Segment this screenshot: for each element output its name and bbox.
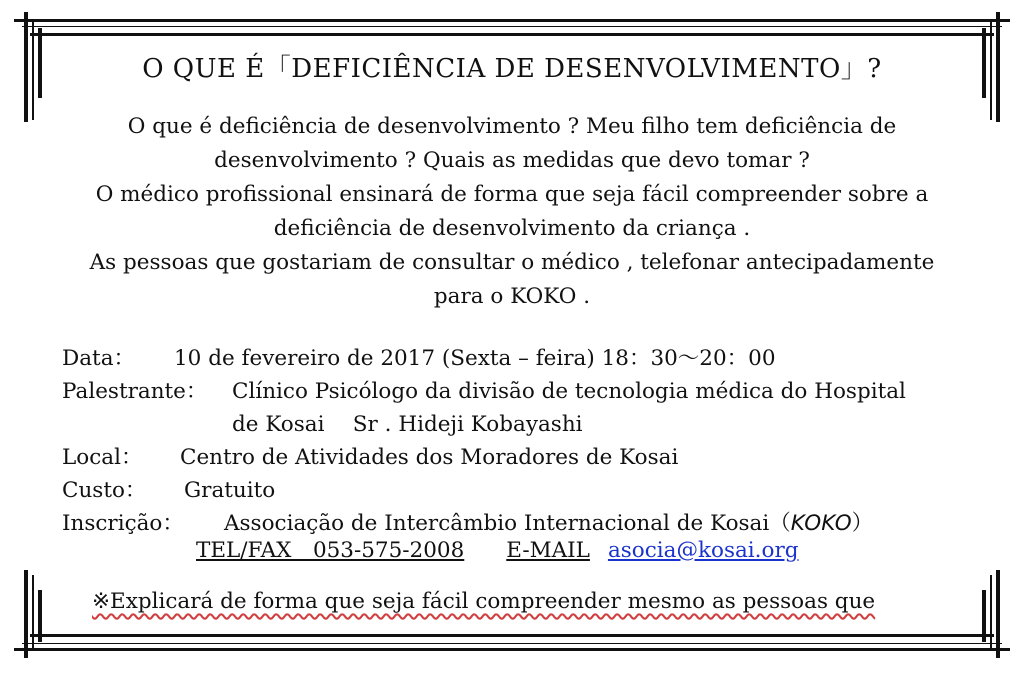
frame-corner-line [32, 575, 34, 650]
frame-corner-line [996, 12, 1000, 122]
intro-line: deficiência de desenvolvimento da criança . [273, 216, 751, 241]
footnote-text: ※Explicará de forma que seja fácil compreender mesmo as pessoas que [92, 589, 876, 614]
registration-label: Inscrição： [62, 511, 184, 536]
frame-corner-line [982, 590, 986, 642]
intro-line: As pessoas que gostariam de consultar o médico , telefonar antecipadamente [89, 250, 935, 275]
frame-top-line [30, 33, 994, 36]
registration-org: Associação de Intercâmbio Internacional de Kosai（ [224, 511, 791, 536]
email-link[interactable]: asocia@kosai.org [607, 538, 799, 563]
location-label: Local： [62, 445, 143, 470]
contact-line [196, 533, 799, 564]
cost-value: Gratuito [184, 478, 276, 503]
frame-bottom-line [22, 643, 1002, 644]
speaker-value: Clínico Psicólogo da divisão de tecnologia médica do Hospital [232, 379, 906, 404]
intro-line: para o KOKO . [433, 284, 591, 309]
frame-corner-line [24, 570, 28, 658]
frame-bottom-line [14, 648, 1010, 651]
registration-koko: KOKO [790, 511, 852, 536]
event-details [62, 342, 992, 540]
telfax-text: TEL/FAX 053-575-2008 [196, 538, 465, 563]
registration-close: ） [851, 511, 874, 536]
frame-corner-line [24, 12, 28, 122]
frame-top-line [22, 26, 1002, 27]
cost-label: Custo： [62, 478, 147, 503]
speaker-row [62, 375, 992, 408]
cost-row [62, 474, 992, 507]
frame-corner-line [38, 590, 42, 642]
intro-line: O que é deficiência de desenvolvimento ? Meu filho tem deficiência de [127, 114, 897, 139]
date-label: Data： [62, 346, 136, 371]
intro-line: O médico profissional ensinará de forma que seja fácil compreender sobre a [95, 182, 929, 207]
frame-bottom-line [30, 634, 994, 637]
speaker-row-continued [62, 408, 992, 441]
document-title: O QUE É「DEFICIÊNCIA DE DESENVOLVIMENTO」? [142, 54, 882, 84]
frame-top-line [14, 19, 1010, 22]
frame-corner-line [990, 20, 992, 120]
location-row [62, 441, 992, 474]
email-label: E-MAIL [506, 538, 590, 563]
frame-corner-line [32, 20, 34, 120]
intro-line: desenvolvimento ? Quais as medidas que devo tomar ? [214, 148, 810, 173]
date-row [62, 342, 992, 375]
speaker-label: Palestrante： [62, 379, 208, 404]
frame-corner-line [996, 570, 1000, 658]
intro-paragraph [30, 110, 994, 314]
date-value: 10 de fevereiro de 2017 (Sexta – feira) 18：30～20：00 [174, 346, 776, 371]
speaker-name: de Kosai Sr . Hideji Kobayashi [232, 412, 583, 437]
location-value: Centro de Atividades dos Moradores de Kosai [180, 445, 679, 470]
frame-corner-line [990, 575, 992, 650]
